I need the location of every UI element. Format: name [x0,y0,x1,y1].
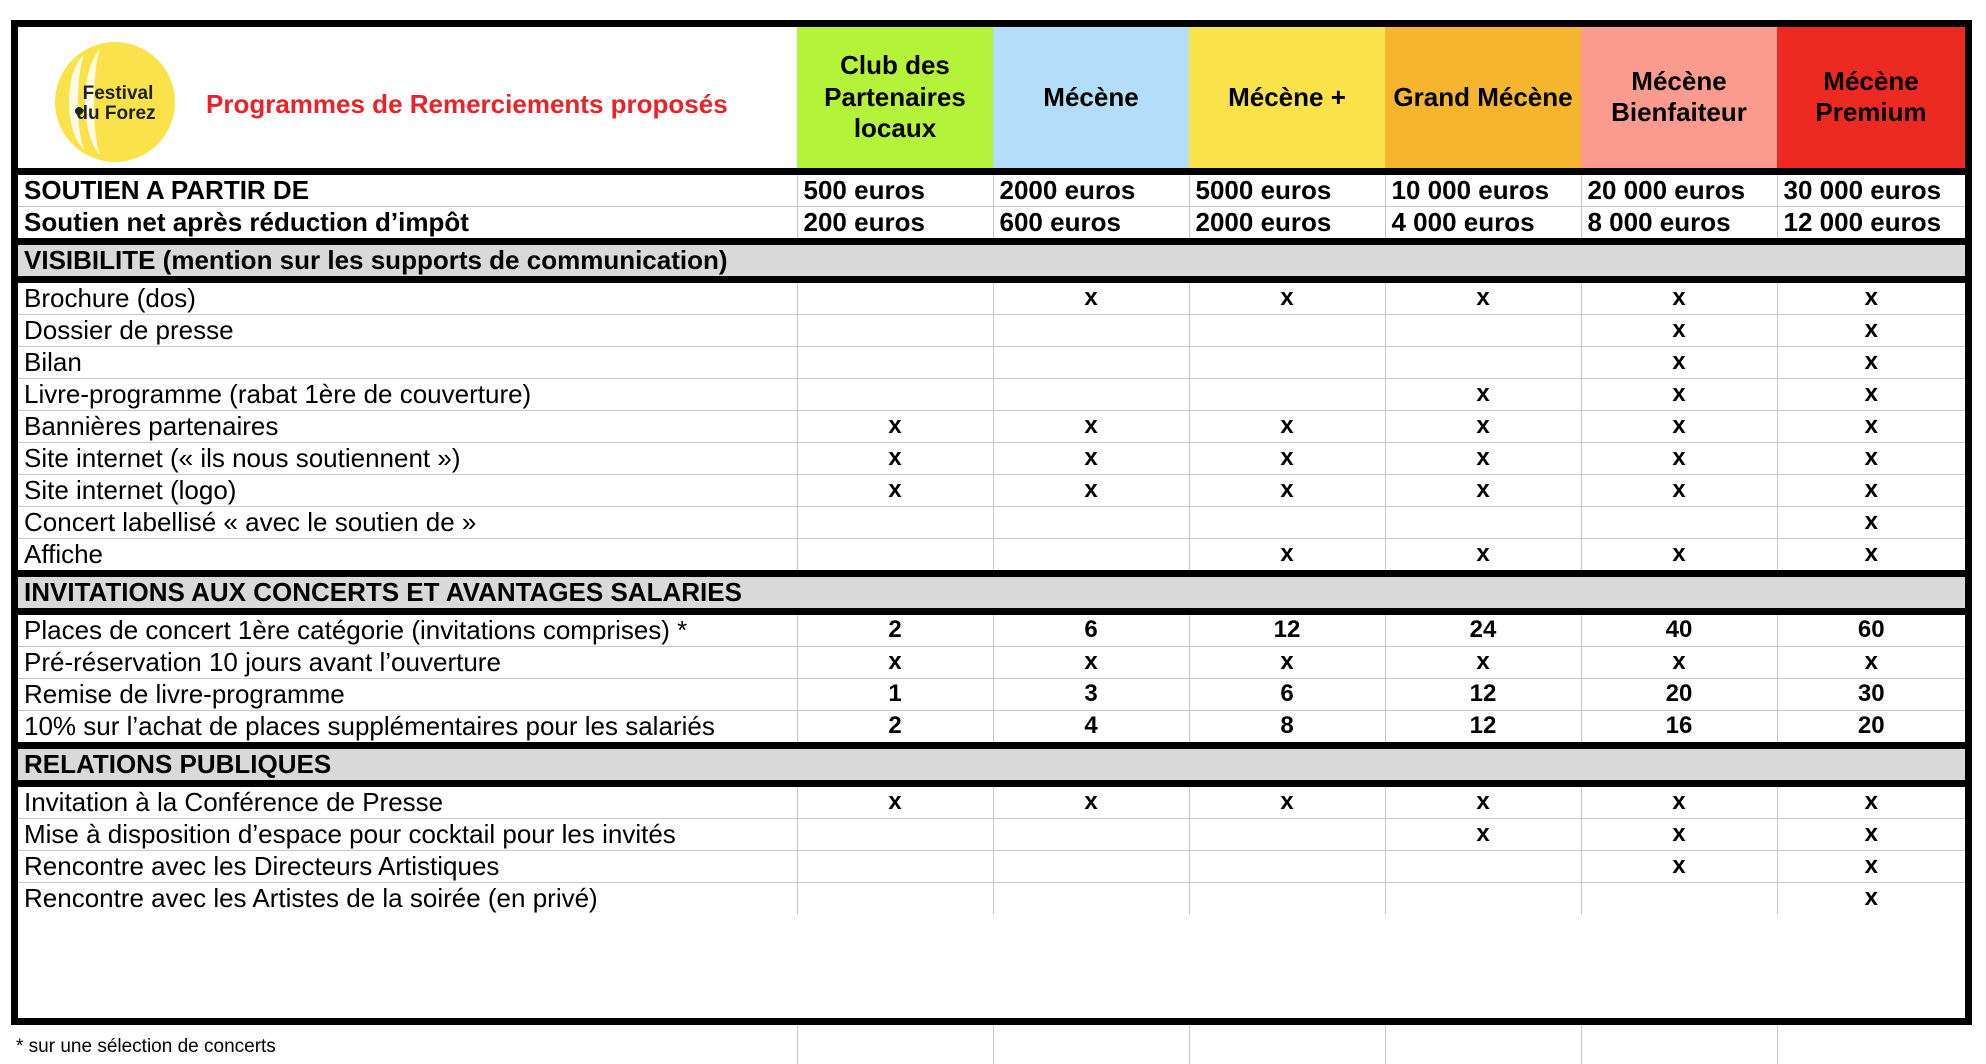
row-value [1385,346,1581,378]
row-value [797,378,993,410]
festival-logo [54,41,176,163]
row-value: 6 [993,611,1189,646]
table-row [18,646,1965,678]
support-amount: 30 000 euros [1777,171,1965,206]
row-value: x [1777,314,1965,346]
row-value [1189,506,1385,538]
row-value: 4 [993,710,1189,745]
row-label: Livre-programme (rabat 1ère de couverture) [18,378,797,410]
row-label: Site internet (logo) [18,474,797,506]
logo-text-festival: Festival [82,83,154,104]
row-label: Site internet (« ils nous soutiennent ») [18,442,797,474]
header-logo-cell [18,27,797,171]
net-amount: 600 euros [993,206,1189,241]
row-value: 30 [1777,678,1965,710]
row-value: x [1777,783,1965,818]
row-value: 12 [1385,678,1581,710]
row-value: x [1189,474,1385,506]
row-value: x [1385,378,1581,410]
support-row [18,171,1965,206]
row-value: 1 [797,678,993,710]
row-value: x [1385,410,1581,442]
row-value: x [797,442,993,474]
partnership-table [18,27,1965,914]
row-value: x [1385,818,1581,850]
row-value: x [1189,410,1385,442]
row-value [797,538,993,573]
grid-line [1581,1025,1582,1064]
table-row [18,818,1965,850]
row-value: x [1189,279,1385,314]
row-value [993,882,1189,914]
row-value: x [1777,818,1965,850]
row-value: x [1385,442,1581,474]
row-value: x [1777,850,1965,882]
row-label: Bilan [18,346,797,378]
row-value [993,538,1189,573]
page-title: Programmes de Remerciements proposés [206,89,728,119]
section-title: RELATIONS PUBLIQUES [18,745,1965,783]
net-amount: 12 000 euros [1777,206,1965,241]
row-value: x [1581,474,1777,506]
row-value: x [1385,474,1581,506]
support-amount: 10 000 euros [1385,171,1581,206]
tier-header: Mécène [993,27,1189,171]
row-value: x [1777,346,1965,378]
row-value: x [1777,474,1965,506]
table-row [18,506,1965,538]
row-value: x [993,474,1189,506]
table-row [18,410,1965,442]
row-value: x [1777,410,1965,442]
grid-line [1777,1025,1778,1064]
row-value: x [1777,279,1965,314]
row-label: Bannières partenaires [18,410,797,442]
table-row [18,538,1965,573]
tier-header: Mécène Bienfaiteur [1581,27,1777,171]
table-row [18,474,1965,506]
row-value: x [1777,538,1965,573]
row-value: x [1581,442,1777,474]
row-value: x [1581,538,1777,573]
support-label: SOUTIEN A PARTIR DE [18,171,797,206]
row-value: x [1777,506,1965,538]
table-row [18,783,1965,818]
section-title: VISIBILITE (mention sur les supports de communication) [18,241,1965,279]
row-value [993,314,1189,346]
net-amount: 2000 euros [1189,206,1385,241]
row-value: x [993,646,1189,678]
row-value: x [1581,378,1777,410]
row-label: Rencontre avec les Artistes de la soirée (en privé) [18,882,797,914]
row-value [797,850,993,882]
row-value: 24 [1385,611,1581,646]
table-row [18,882,1965,914]
row-value [1581,882,1777,914]
row-value: 3 [993,678,1189,710]
row-value [797,314,993,346]
row-value [797,279,993,314]
net-amount: 4 000 euros [1385,206,1581,241]
row-value: x [993,410,1189,442]
row-value: x [1385,279,1581,314]
grid-line [1189,1025,1190,1064]
row-value: 8 [1189,710,1385,745]
net-label: Soutien net après réduction d’impôt [18,206,797,241]
row-value [1385,314,1581,346]
row-label: 10% sur l’achat de places supplémentaires pour les salariés [18,710,797,745]
row-value [797,346,993,378]
row-value [993,346,1189,378]
section-title: INVITATIONS AUX CONCERTS ET AVANTAGES SALARIES [18,573,1965,611]
section-header [18,573,1965,611]
net-amount: 8 000 euros [1581,206,1777,241]
row-value [993,818,1189,850]
row-value [1189,314,1385,346]
row-value: x [797,474,993,506]
row-value: 20 [1777,710,1965,745]
table-row [18,279,1965,314]
row-value: x [993,783,1189,818]
table-row [18,314,1965,346]
row-label: Rencontre avec les Directeurs Artistiques [18,850,797,882]
table-row [18,378,1965,410]
support-amount: 5000 euros [1189,171,1385,206]
table-row [18,678,1965,710]
row-value: x [1189,442,1385,474]
support-amount: 500 euros [797,171,993,206]
row-value: x [1581,783,1777,818]
row-value: x [797,783,993,818]
row-value: 12 [1189,611,1385,646]
table-row [18,850,1965,882]
row-value: x [1385,646,1581,678]
row-value: x [1777,646,1965,678]
row-value: x [1189,538,1385,573]
row-label: Brochure (dos) [18,279,797,314]
tier-header: Mécène Premium [1777,27,1965,171]
row-value: x [1189,646,1385,678]
row-label: Invitation à la Conférence de Presse [18,783,797,818]
row-value [1189,378,1385,410]
row-value: x [1581,346,1777,378]
row-label: Concert labellisé « avec le soutien de » [18,506,797,538]
grid-line [1385,1025,1386,1064]
support-amount: 20 000 euros [1581,171,1777,206]
row-value: 16 [1581,710,1777,745]
row-value: x [1581,279,1777,314]
row-value: x [1777,378,1965,410]
row-value [1385,882,1581,914]
net-amount: 200 euros [797,206,993,241]
row-value: x [1581,850,1777,882]
row-value: x [1385,538,1581,573]
row-value: 2 [797,611,993,646]
row-value: x [1581,818,1777,850]
row-value [797,506,993,538]
row-value [1189,346,1385,378]
row-label: Dossier de presse [18,314,797,346]
row-value [1189,882,1385,914]
row-value: x [1777,882,1965,914]
table-row [18,611,1965,646]
row-label: Affiche [18,538,797,573]
row-value: 2 [797,710,993,745]
tier-header: Mécène + [1189,27,1385,171]
row-value: 40 [1581,611,1777,646]
row-value [1189,818,1385,850]
row-label: Remise de livre-programme [18,678,797,710]
row-value: x [1189,783,1385,818]
row-value: x [797,410,993,442]
logo-text-forez: du Forez [76,103,156,124]
row-value [1189,850,1385,882]
grid-line [993,1025,994,1064]
support-amount: 2000 euros [993,171,1189,206]
net-row [18,206,1965,241]
section-header [18,241,1965,279]
row-value: 20 [1581,678,1777,710]
row-value [797,818,993,850]
row-value: x [1777,442,1965,474]
row-label: Pré-réservation 10 jours avant l’ouverture [18,646,797,678]
table-row [18,346,1965,378]
row-value: 12 [1385,710,1581,745]
partnership-table-frame [11,20,1972,1025]
row-value: x [1581,410,1777,442]
row-value: x [1385,783,1581,818]
row-value [1581,506,1777,538]
row-value: x [797,646,993,678]
table-row [18,442,1965,474]
row-value: x [993,279,1189,314]
footnote: * sur une sélection de concerts [16,1036,276,1057]
grid-line [797,1025,798,1064]
row-value: x [993,442,1189,474]
row-value: 60 [1777,611,1965,646]
tier-header: Grand Mécène [1385,27,1581,171]
row-value: x [1581,314,1777,346]
row-value: x [1581,646,1777,678]
row-value [993,850,1189,882]
row-label: Mise à disposition d’espace pour cocktail pour les invités [18,818,797,850]
row-value [1385,506,1581,538]
row-value [797,882,993,914]
tier-header: Club des Partenaires locaux [797,27,993,171]
row-value [993,378,1189,410]
header-row [18,27,1965,171]
section-header [18,745,1965,783]
row-value [993,506,1189,538]
row-value [1385,850,1581,882]
row-value: 6 [1189,678,1385,710]
row-label: Places de concert 1ère catégorie (invitations comprises) * [18,611,797,646]
table-row [18,710,1965,745]
